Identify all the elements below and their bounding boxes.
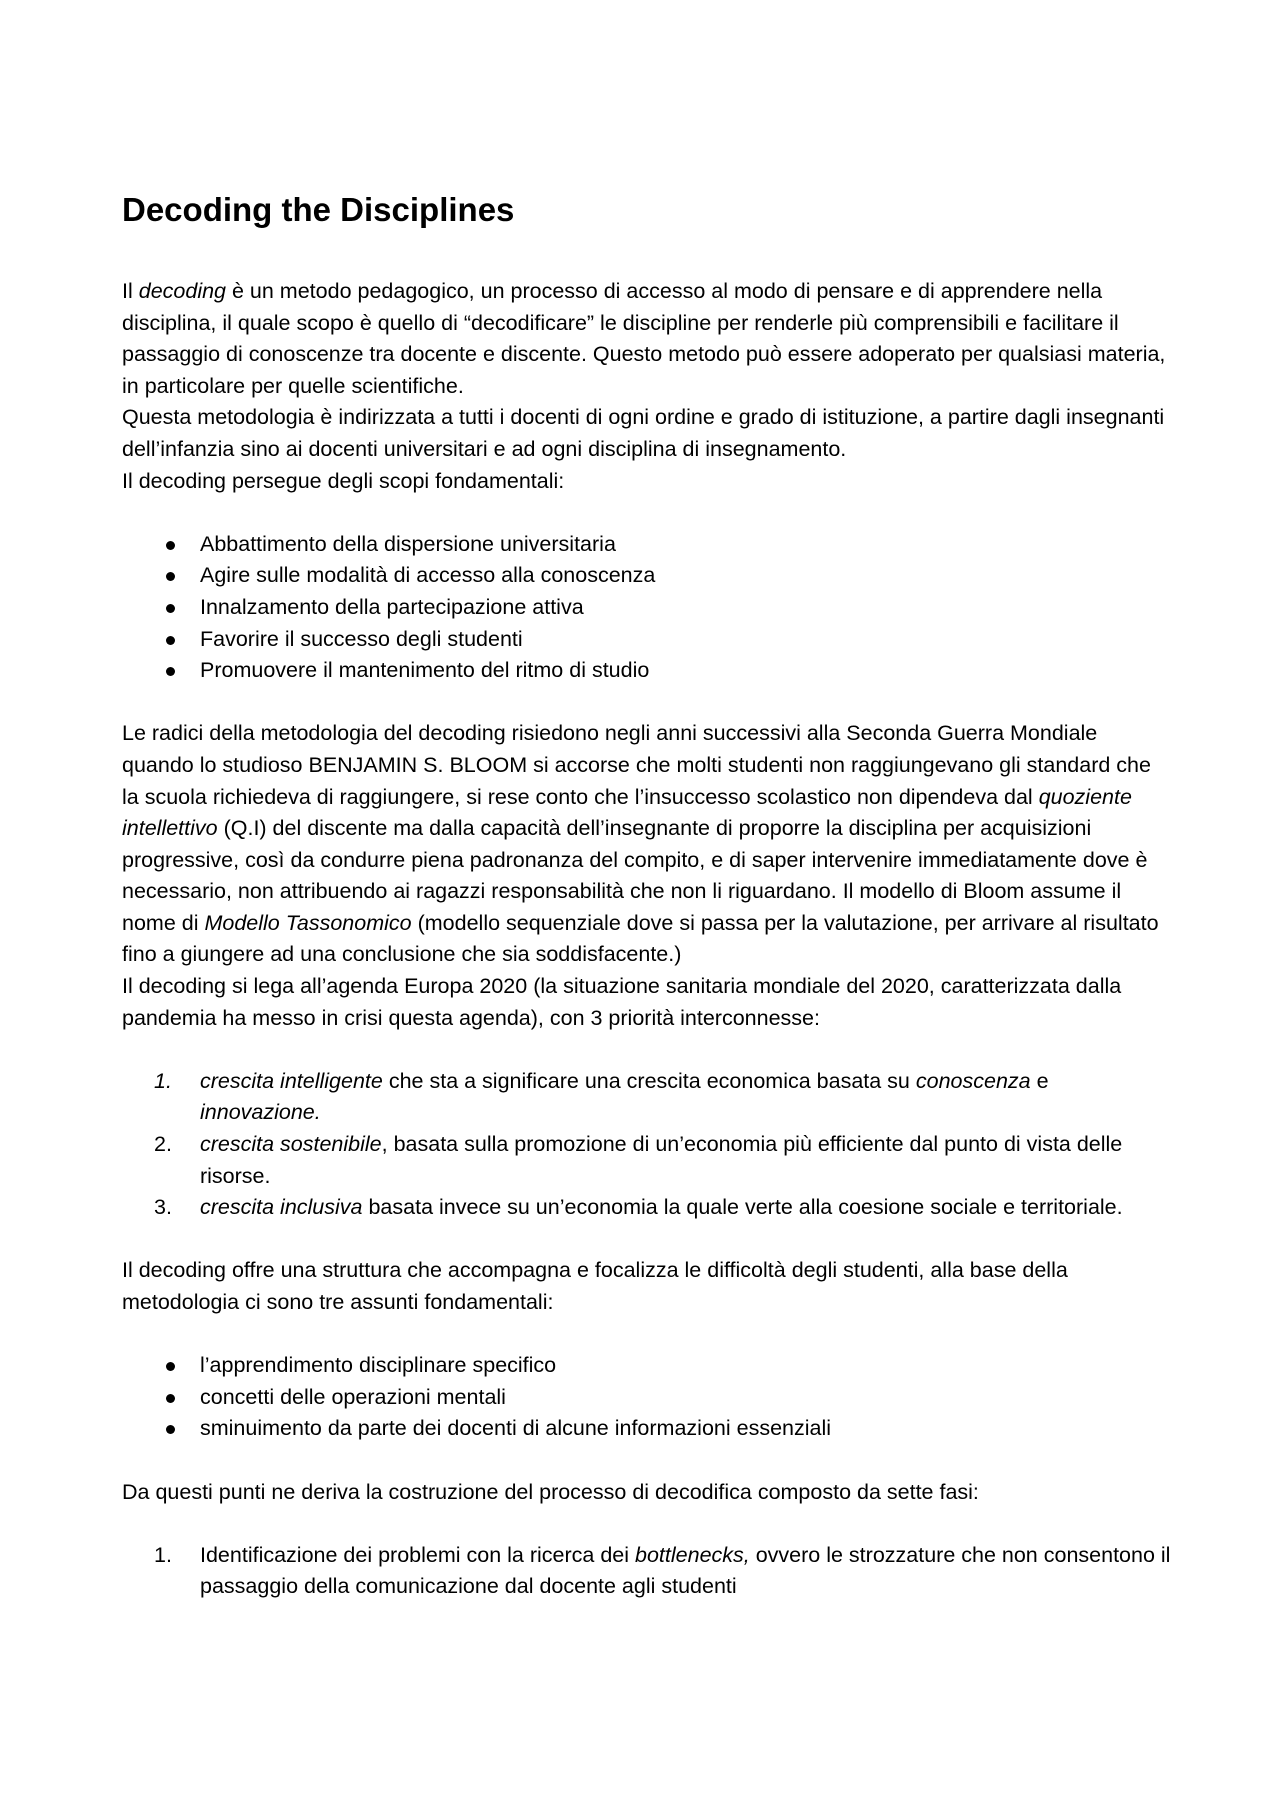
goals-lead: Il decoding persegue degli scopi fondamentali: xyxy=(122,468,565,493)
list-item: 3. crescita inclusiva basata invece su un’economia la quale verte alla coesione sociale e territoriale. xyxy=(154,1195,1123,1220)
document-body xyxy=(122,188,1172,1603)
list-item: Favorire il successo degli studenti xyxy=(122,624,1172,656)
list-item: 2. crescita sostenibile, basata sulla promozione di un’economia più efficiente dal punto di vista delle risorse. xyxy=(154,1132,1123,1188)
roots-paragraph: Le radici della metodologia del decoding risiedono negli anni successivi alla Seconda Guerra Mondiale quando lo studioso BENJAMIN S. BLOOM si accorse che molti studenti non raggiungevano gli standard che la scuola richiedeva di raggiungere, si rese conto che l’insuccesso scolastico non dipendeva dal quoziente intellettivo (Q.I) del discente ma dalla capacità dell’insegnante di proporre la disciplina per acquisizioni progressive, così da condurre piena padronanza del compito, e di saper intervenire immediatamente dove è necessario, non attribuendo ai ragazzi responsabilità che non li riguardano. Il modello di Bloom assume il nome di Modello Tassonomico (modello sequenziale dove si passa per la valutazione, per arrivare al risultato fino a giungere ad una conclusione che sia soddisfacente.) xyxy=(122,721,1159,967)
phases-list xyxy=(122,1540,1172,1603)
list-item: 1. crescita intelligente che sta a significare una crescita economica basata su conoscenza e innovazione. xyxy=(154,1068,1049,1125)
list-item: sminuimento da parte dei docenti di alcune informazioni essenziali xyxy=(122,1413,1172,1445)
goals-list xyxy=(122,529,1172,687)
list-item: Agire sulle modalità di accesso alla conoscenza xyxy=(122,560,1172,592)
intro-paragraph: Il decoding è un metodo pedagogico, un processo di accesso al modo di pensare e di apprendere nella disciplina, il quale scopo è quello di “decodificare” le discipline per renderle più comprensibili e facilitare il passaggio di conoscenze tra docente e discente. Questo metodo può essere adoperato per qualsiasi materia, in particolare per quelle scientifiche. xyxy=(122,279,1166,398)
page-title: Decoding the Disciplines xyxy=(122,191,515,228)
priorities-list xyxy=(122,1066,1172,1224)
europa-paragraph: Il decoding si lega all’agenda Europa 2020 (la situazione sanitaria mondiale del 2020, caratterizzata dalla pandemia ha messo in crisi questa agenda), con 3 priorità interconnesse: xyxy=(122,974,1122,1030)
assumptions-list xyxy=(122,1350,1172,1445)
list-item: 1. Identificazione dei problemi con la ricerca dei bottlenecks, ovvero le strozzature che non consentono il passaggio della comunicazione dal docente agli studenti xyxy=(154,1542,1171,1599)
list-item: Innalzamento della partecipazione attiva xyxy=(122,592,1172,624)
list-item: Promuovere il mantenimento del ritmo di studio xyxy=(122,655,1172,687)
phases-intro: Da questi punti ne deriva la costruzione del processo di decodifica composto da sette fasi: xyxy=(122,1479,979,1504)
audience-paragraph: Questa metodologia è indirizzata a tutti i docenti di ogni ordine e grado di istituzione, a partire dagli insegnanti dell’infanzia sino ai docenti universitari e ad ogni disciplina di insegnamento. xyxy=(122,405,1165,461)
list-item: Abbattimento della dispersione universitaria xyxy=(122,529,1172,561)
structure-paragraph: Il decoding offre una struttura che accompagna e focalizza le difficoltà degli studenti, alla base della metodologia ci sono tre assunti fondamentali: xyxy=(122,1258,1068,1314)
list-item: concetti delle operazioni mentali xyxy=(122,1382,1172,1414)
list-item: l’apprendimento disciplinare specifico xyxy=(122,1350,1172,1382)
